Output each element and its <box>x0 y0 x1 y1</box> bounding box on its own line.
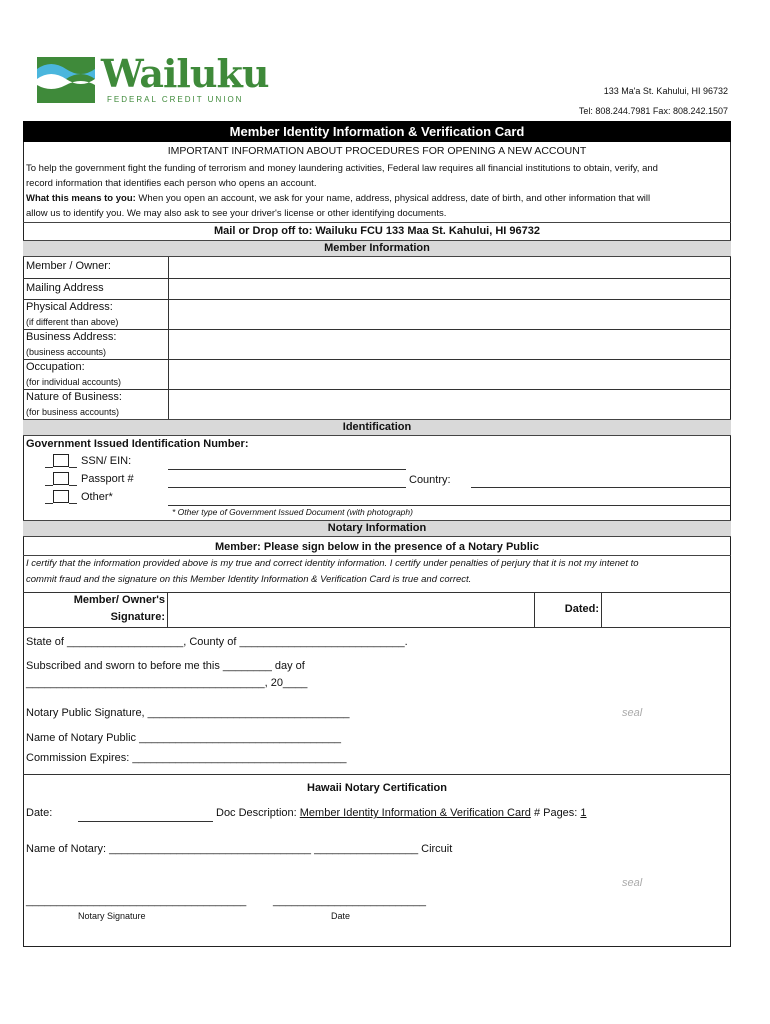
occupation-note: (for individual accounts) <box>26 377 122 387</box>
underline <box>69 503 77 504</box>
physical-address-field[interactable] <box>170 301 729 328</box>
other-id-footnote: * Other type of Government Issued Document (with photograph) <box>172 507 413 517</box>
member-info-header: Member Information <box>23 240 731 257</box>
gov-id-label: Government Issued Identification Number: <box>26 438 249 450</box>
seal-placeholder: seal <box>622 707 643 719</box>
divider <box>601 592 602 628</box>
intro-line-2: record information that identifies each person who opens an account. <box>26 178 317 189</box>
id-number-line[interactable] <box>168 469 406 470</box>
credit-union-logo <box>37 51 269 107</box>
pages-label: # Pages: <box>533 807 578 819</box>
doc-description <box>216 807 587 819</box>
occupation-field[interactable] <box>170 361 729 388</box>
physical-address-note: (if different than above) <box>26 317 119 327</box>
means-line-2: allow us to identify you. We may also ask to see your driver's license or other identifying documents. <box>26 208 447 219</box>
nature-of-business-label: Nature of Business: <box>26 391 122 403</box>
underline <box>45 485 53 486</box>
underline <box>69 467 77 468</box>
ssn-checkbox[interactable] <box>53 454 69 467</box>
important-heading: IMPORTANT INFORMATION ABOUT PROCEDURES FOR OPENING A NEW ACCOUNT <box>167 145 587 157</box>
hawaii-date-label: Date: <box>26 807 53 819</box>
notary-signature-field[interactable]: ____________________________________ <box>26 895 247 907</box>
business-address-note: (business accounts) <box>26 347 107 357</box>
business-address-label: Business Address: <box>26 331 117 343</box>
member-owner-label: Member / Owner: <box>26 260 111 272</box>
notary-signature-caption: Notary Signature <box>78 911 146 921</box>
dated-field[interactable] <box>603 594 729 626</box>
address-line: 133 Ma'a St. Kahului, HI 96732 <box>603 86 728 96</box>
country-field[interactable] <box>471 487 730 488</box>
owner-signature-field[interactable] <box>169 594 534 626</box>
nature-of-business-field[interactable] <box>170 391 729 418</box>
other-label: Other* <box>81 491 113 503</box>
notary-info-header: Notary Information <box>23 520 731 537</box>
notary-name-line[interactable]: Name of Notary Public _________________________________ <box>26 732 341 744</box>
hawaii-cert-header: Hawaii Notary Certification <box>307 782 447 794</box>
hawaii-date-field[interactable] <box>78 821 213 822</box>
logo-wordmark: Wailuku <box>101 51 269 96</box>
contact-line: Tel: 808.244.7981 Fax: 808.242.1507 <box>578 106 728 116</box>
form-title: Member Identity Information & Verification Card <box>23 121 731 142</box>
section-divider <box>23 774 731 775</box>
certify-line-2: commit fraud and the signature on this Member Identity Information & Verification Card is true and correct. <box>26 574 472 585</box>
nature-of-business-note: (for business accounts) <box>26 407 120 417</box>
divider <box>167 592 168 628</box>
physical-address-label: Physical Address: <box>26 301 113 313</box>
pages-value: 1 <box>580 807 587 819</box>
member-owner-field[interactable] <box>170 259 729 277</box>
subscribed-line-2[interactable]: _______________________________________, 20____ <box>26 677 308 689</box>
means-label: What this means to you: <box>26 193 136 204</box>
passport-checkbox[interactable] <box>53 472 69 485</box>
commission-expires-line[interactable]: Commission Expires: ___________________________________ <box>26 752 347 764</box>
means-line-1 <box>26 191 650 206</box>
means-text: When you open an account, we ask for your name, address, physical address, date of birth, and other information that will <box>135 193 651 204</box>
notary-signature-line[interactable]: Notary Public Signature, _________________________________ <box>26 707 350 719</box>
divider <box>534 592 535 628</box>
mailing-address-label: Mailing Address <box>26 282 104 294</box>
underline <box>69 485 77 486</box>
doc-description-label: Doc Description: <box>216 807 297 819</box>
underline <box>45 467 53 468</box>
state-county-line[interactable]: State of ___________________, County of ___________________________. <box>26 636 408 648</box>
other-checkbox[interactable] <box>53 490 69 503</box>
row-line <box>23 299 731 300</box>
row-line <box>23 359 731 360</box>
date-caption: Date <box>331 911 351 921</box>
mailing-address-field[interactable] <box>170 280 729 298</box>
logo-subtitle: FEDERAL CREDIT UNION <box>107 95 244 104</box>
occupation-label: Occupation: <box>26 361 85 373</box>
identification-header: Identification <box>23 419 731 436</box>
row-line <box>23 389 731 390</box>
hawaii-seal-placeholder: seal <box>622 877 643 889</box>
passport-label: Passport # <box>81 473 134 485</box>
other-id-line[interactable] <box>168 505 730 506</box>
notary-date-field[interactable]: _________________________ <box>273 895 426 907</box>
certify-line-1: I certify that the information provided above is my true and correct identity information. I certify under penalties of perjury that it is not my intenet to <box>26 558 639 569</box>
mail-to-line: Mail or Drop off to: Wailuku FCU 133 Maa St. Kahului, HI 96732 <box>23 222 731 239</box>
doc-description-value: Member Identity Information & Verification Card <box>299 807 531 819</box>
member-info-divider <box>168 257 169 419</box>
id-number-line-2[interactable] <box>168 487 406 488</box>
hawaii-notary-name-line[interactable]: Name of Notary: _________________________________ _________________ Circuit <box>26 843 453 855</box>
ssn-label: SSN/ EIN: <box>81 455 132 467</box>
subscribed-line-1[interactable]: Subscribed and sworn to before me this ________ day of <box>26 660 305 672</box>
row-line <box>23 278 731 279</box>
owner-signature-label-1: Member/ Owner's <box>73 594 165 606</box>
sign-instruction: Member: Please sign below in the presence of a Notary Public <box>23 539 731 556</box>
underline <box>45 503 53 504</box>
dated-label: Dated: <box>564 603 599 615</box>
owner-signature-label-2: Signature: <box>110 611 165 623</box>
country-label: Country: <box>409 474 451 486</box>
row-line <box>23 329 731 330</box>
business-address-field[interactable] <box>170 331 729 358</box>
intro-line-1: To help the government fight the funding of terrorism and money laundering activities, Federal law requires all financial institutions to obtain, verify, and <box>26 163 658 174</box>
